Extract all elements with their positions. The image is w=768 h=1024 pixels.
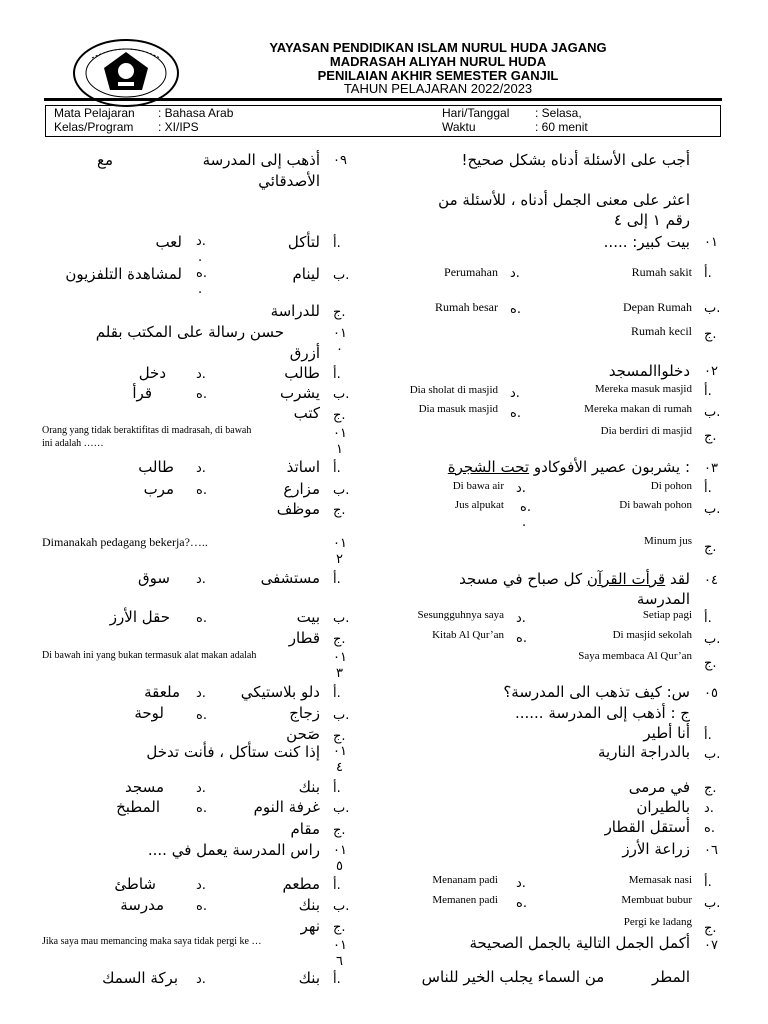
q10-option-a[interactable]: طالب [284,364,320,382]
q08-question: المطر من السماء يجلب الخير للناس [421,968,690,986]
q13-letter-a: أ. [333,686,341,701]
q09-option-b[interactable]: لينام [292,265,320,283]
q12-option-a[interactable]: مستشفى [260,569,320,587]
q06-letter-a: أ. [704,875,712,890]
exam-info-box [45,105,721,137]
q13-letter-d: د. [196,686,206,701]
q03-number: ٠٣ [704,461,718,476]
q14-option-c[interactable]: مقام [290,820,320,838]
q11-letter-a: أ. [333,461,341,476]
q02-option-a[interactable]: Mereka masuk masjid [594,383,692,395]
q12-letter-d: د. [196,572,206,587]
q10-letter-b: ب. [333,387,350,402]
q14-option-b[interactable]: غرفة النوم [253,798,320,816]
q05-option-a[interactable]: أنا أطير [643,724,690,742]
q09-letter-a: أ. [333,236,341,251]
q14-letter-c: ج. [333,823,346,838]
q03-option-b[interactable]: Di bawah pohon [619,499,692,511]
q16-question: Jika saya mau memancing maka saya tidak pergi ke … [42,936,262,947]
q12-option-d[interactable]: سوق [138,569,170,587]
q09-letter-b: ب. [333,268,350,283]
q04-question-post: كل صباح في مسجد [459,570,587,588]
q05-letter-b: ب. [704,747,721,762]
q11-option-b[interactable]: مزارع [283,480,320,498]
instruction-main: أجب على الأسئلة أدناه بشكل صحيح! [461,151,690,169]
q12-question: Dimanakah pedagang bekerja?….. [42,535,208,549]
q04-question-2: المدرسة [636,590,690,608]
q11-option-d[interactable]: طالب [138,458,174,476]
q15-letter-c: ج. [333,920,346,935]
q06-question: زراعة الأرز [622,840,690,858]
q05-option-c[interactable]: في مرمى [628,778,690,796]
q12-letter-a: أ. [333,572,341,587]
q11-question-2: ini adalah …… [42,438,104,449]
q15-number: ٠١ [333,843,347,858]
q01-option-b[interactable]: Depan Rumah [623,300,692,314]
q13-number: ٠١ [333,650,347,665]
q09-question: أذهب إلى المدرسة [202,151,320,169]
q10-letter-d: د. [196,367,206,382]
q04-option-e[interactable]: Kitab Al Qur’an [432,629,504,641]
q10-option-d[interactable]: دخل [138,364,166,382]
q03-option-a[interactable]: Di pohon [650,480,692,492]
q13-question: Di bawah ini yang bukan termasuk alat makan adalah [42,650,257,661]
q06-letter-b: ب. [704,896,721,911]
q10-option-c[interactable]: كتب [293,404,320,422]
q10-question-2: أزرق [289,344,320,362]
q04-letter-a: أ. [704,611,712,626]
q16-option-a[interactable]: بنك [298,969,320,987]
q11-question: Orang yang tidak beraktifitas di madrasah, di bawah [42,425,252,436]
q01-option-a[interactable]: Rumah sakit [631,265,692,279]
subject-value: : Bahasa Arab [158,106,234,120]
q06-letter-d: د. [516,876,526,891]
q11-number-2: ١ [336,442,343,457]
q10-number: ٠١ [333,326,347,341]
q03-question-text: : يشربون عصير الأفوكادو [529,458,690,476]
q01-option-e[interactable]: Rumah besar [435,300,498,314]
q04-option-a[interactable]: Setiap pagi [642,609,692,621]
q09-option-a[interactable]: لتأكل [287,233,320,251]
q14-letter-a: أ. [333,781,341,796]
q04-option-d[interactable]: Sesungguhnya saya [417,609,504,621]
q16-letter-a: أ. [333,972,341,987]
q06-letter-e: ه. [516,896,527,911]
q03-option-e[interactable]: Jus alpukat [454,499,504,511]
q02-letter-e: ه. [510,406,521,421]
q10-option-b[interactable]: يشرب [280,384,320,402]
q11-letter-e: ه. [196,483,207,498]
q04-underlined: قرأت القرآن [586,570,666,588]
q12-option-b[interactable]: بيت [296,608,320,626]
q16-number: ٠١ [333,938,347,953]
q05-letter-d: د. [704,801,714,816]
q05-option-d[interactable]: بالطيران [636,798,690,816]
q04-question-pre: لقد [665,570,690,588]
q02-option-d[interactable]: Dia sholat di masjid [409,384,498,396]
q14-letter-d: د. [196,781,206,796]
q01-option-d[interactable]: Perumahan [444,265,498,279]
q14-letter-e: ه. [196,801,207,816]
q10-letter-e: ه. [196,387,207,402]
q10-letter-a: أ. [333,367,341,382]
q06-number: ٠٦ [704,843,718,858]
q15-option-e[interactable]: مدرسة [120,896,164,914]
q09-letter-d: د. [196,234,206,249]
q13-letter-c: ج. [333,729,346,744]
q09-question-tail: مع [96,151,113,169]
q14-number-2: ٤ [336,760,343,775]
q13-option-e[interactable]: لوحة [134,704,164,722]
q03-letter-e-dot: . [522,515,527,530]
q15-letter-d: د. [196,878,206,893]
q01-letter-e: ه. [510,302,521,317]
q12-letter-c: ج. [333,632,346,647]
q16-number-2: ٦ [336,954,343,969]
q14-letter-b: ب. [333,801,350,816]
q12-number: ٠١ [333,536,347,551]
q06-option-a[interactable]: Memasak nasi [628,874,692,886]
q04-option-c[interactable]: Saya membaca Al Qur’an [578,650,692,662]
header-divider [44,98,722,101]
q14-option-e[interactable]: المطبخ [116,798,160,816]
day-value: : Selasa, [535,106,582,120]
q09-option-d[interactable]: لعب [155,233,182,251]
q09-number: ٠٩ [333,153,347,168]
q03-question [448,458,690,476]
q14-number: ٠١ [333,744,347,759]
school-year: TAHUN PELAJARAN 2022/2023 [343,81,533,96]
q09-question-2: الأصدقائي [258,172,320,190]
q10-letter-c: ج. [333,408,346,423]
time-value: : 60 menit [535,120,588,134]
q13-letter-b: ب. [333,708,350,723]
q05-number: ٠٥ [704,686,718,701]
q12-option-e[interactable]: حقل الأرز [109,608,170,626]
q16-letter-d: د. [196,972,206,987]
q09-option-e[interactable]: لمشاهدة التلفزيون [65,265,182,283]
q13-number-2: ٣ [336,666,343,681]
class-value: : XI/IPS [158,120,199,134]
q14-option-a[interactable]: بنك [298,778,320,796]
q13-option-a[interactable]: دلو بلاستيكي [240,683,320,701]
q02-letter-d: د. [510,386,520,401]
q13-option-d[interactable]: ملعقة [144,683,180,701]
q04-letter-b: ب. [704,632,721,647]
q01-letter-a: أ. [704,266,712,281]
q13-option-c[interactable]: صَحن [286,725,320,743]
q02-letter-b: ب. [704,405,721,420]
q02-number: ٠٢ [704,364,718,379]
q16-option-d[interactable]: بركة السمك [102,969,178,987]
q09-letter-e-dot: . [198,282,203,297]
school-name: MADRASAH ALIYAH NURUL HUDA [329,54,547,69]
q01-number: ٠١ [704,235,718,250]
q01-option-c[interactable]: Rumah kecil [631,324,692,338]
q11-letter-b: ب. [333,483,350,498]
q01-letter-d: د. [510,266,520,281]
q06-option-c[interactable]: Pergi ke ladang [623,916,692,928]
q03-letter-e: ه. [520,500,531,515]
time-label: Waktu [442,120,476,134]
q11-option-e[interactable]: مرب [143,480,174,498]
q09-letter-d-dot: . [198,250,203,265]
subject-label: Mata Pelajaran [54,106,135,120]
q05-option-e[interactable]: أستقل القطار [604,818,690,836]
q03-letter-b: ب. [704,502,721,517]
foundation-name: YAYASAN PENDIDIKAN ISLAM NURUL HUDA JAGANG [269,40,607,55]
q12-number-2: ٢ [336,552,343,567]
q15-number-2: ٥ [336,859,343,874]
q15-letter-b: ب. [333,899,350,914]
class-label: Kelas/Program [54,120,134,134]
q09-letter-c: ج. [333,305,346,320]
q04-option-b[interactable]: Di masjid sekolah [612,629,692,641]
q03-option-c[interactable]: Minum jus [644,535,692,547]
q02-option-e[interactable]: Dia masuk masjid [418,403,498,415]
q12-letter-e: ه. [196,611,207,626]
q14-question: إذا كنت ستأكل ، فأنت تدخل [146,743,320,761]
q06-option-d[interactable]: Menanam padi [432,874,498,886]
instruction-sub: اعثر على معنى الجمل أدناه ، للأسئلة من [438,191,690,209]
instruction-sub-2: رقم ١ إلى ٤ [613,211,690,229]
q05-letter-c: ج. [704,781,717,796]
q06-letter-c: ج. [704,921,717,936]
q02-question: دخلواالمسجد [608,362,690,380]
q15-option-a[interactable]: مطعم [282,875,320,893]
q04-letter-c: ج. [704,656,717,671]
q05-question: س: كيف تذهب الى المدرسة؟ [503,683,690,701]
q02-letter-c: ج. [704,429,717,444]
q12-letter-b: ب. [333,611,350,626]
q01-letter-c: ج. [704,327,717,342]
q09-option-c[interactable]: للدراسة [270,302,320,320]
q11-option-c[interactable]: موظف [276,500,320,518]
q05-option-b[interactable]: بالدراجة النارية [598,743,690,761]
q13-letter-e: ه. [196,708,207,723]
q11-letter-d: د. [196,461,206,476]
q05-letter-a: أ. [704,728,712,743]
q15-letter-a: أ. [333,878,341,893]
q10-number-2: ٠ [336,342,343,357]
q03-letter-d: د. [516,481,526,496]
q02-option-c[interactable]: Dia berdiri di masjid [600,425,692,437]
q04-question [459,570,690,588]
q11-number: ٠١ [333,426,347,441]
q14-option-d[interactable]: مسجد [125,778,164,796]
q15-option-b[interactable]: بنك [298,896,320,914]
q12-option-c[interactable]: قطار [288,629,320,647]
q01-question: بيت كبير: ..... [603,233,690,251]
q10-question: حسن رسالة على المكتب بقلم [95,323,284,341]
q01-letter-b: ب. [704,301,721,316]
q03-letter-a: أ. [704,481,712,496]
q07-number: ٠٧ [704,938,718,953]
q04-letter-d: د. [516,611,526,626]
q11-option-a[interactable]: اساتذ [286,458,320,476]
q15-letter-e: ه. [196,899,207,914]
q13-option-b[interactable]: زجاج [289,704,320,722]
q03-underlined: تحت الشجرة [447,458,530,476]
q06-option-b[interactable]: Membuat bubur [621,894,692,906]
q04-number: ٠٤ [704,573,718,588]
q02-letter-a: أ. [704,384,712,399]
q05-question-2: ج : أذهب إلى المدرسة ...... [514,704,690,722]
q09-letter-e: ه. [196,266,207,281]
q02-option-b[interactable]: Mereka makan di rumah [584,403,692,415]
q15-option-d[interactable]: شاطئ [114,875,156,893]
q04-letter-e: ه. [516,631,527,646]
q10-option-e[interactable]: قرأ [132,384,152,402]
exam-title: PENILAIAN AKHIR SEMESTER GANJIL [317,68,559,83]
q11-letter-c: ج. [333,503,346,518]
q03-option-d[interactable]: Di bawa air [452,480,504,492]
q07-instruction: أكمل الجمل التالية بالجمل الصحيحة [469,934,690,952]
q05-letter-e: ه. [704,821,715,836]
q03-letter-c: ج. [704,540,717,555]
day-label: Hari/Tanggal [442,106,510,120]
q06-option-e[interactable]: Memanen padi [432,894,498,906]
q15-question: راس المدرسة يعمل في .... [147,841,320,859]
q15-option-c[interactable]: نهر [300,917,320,935]
